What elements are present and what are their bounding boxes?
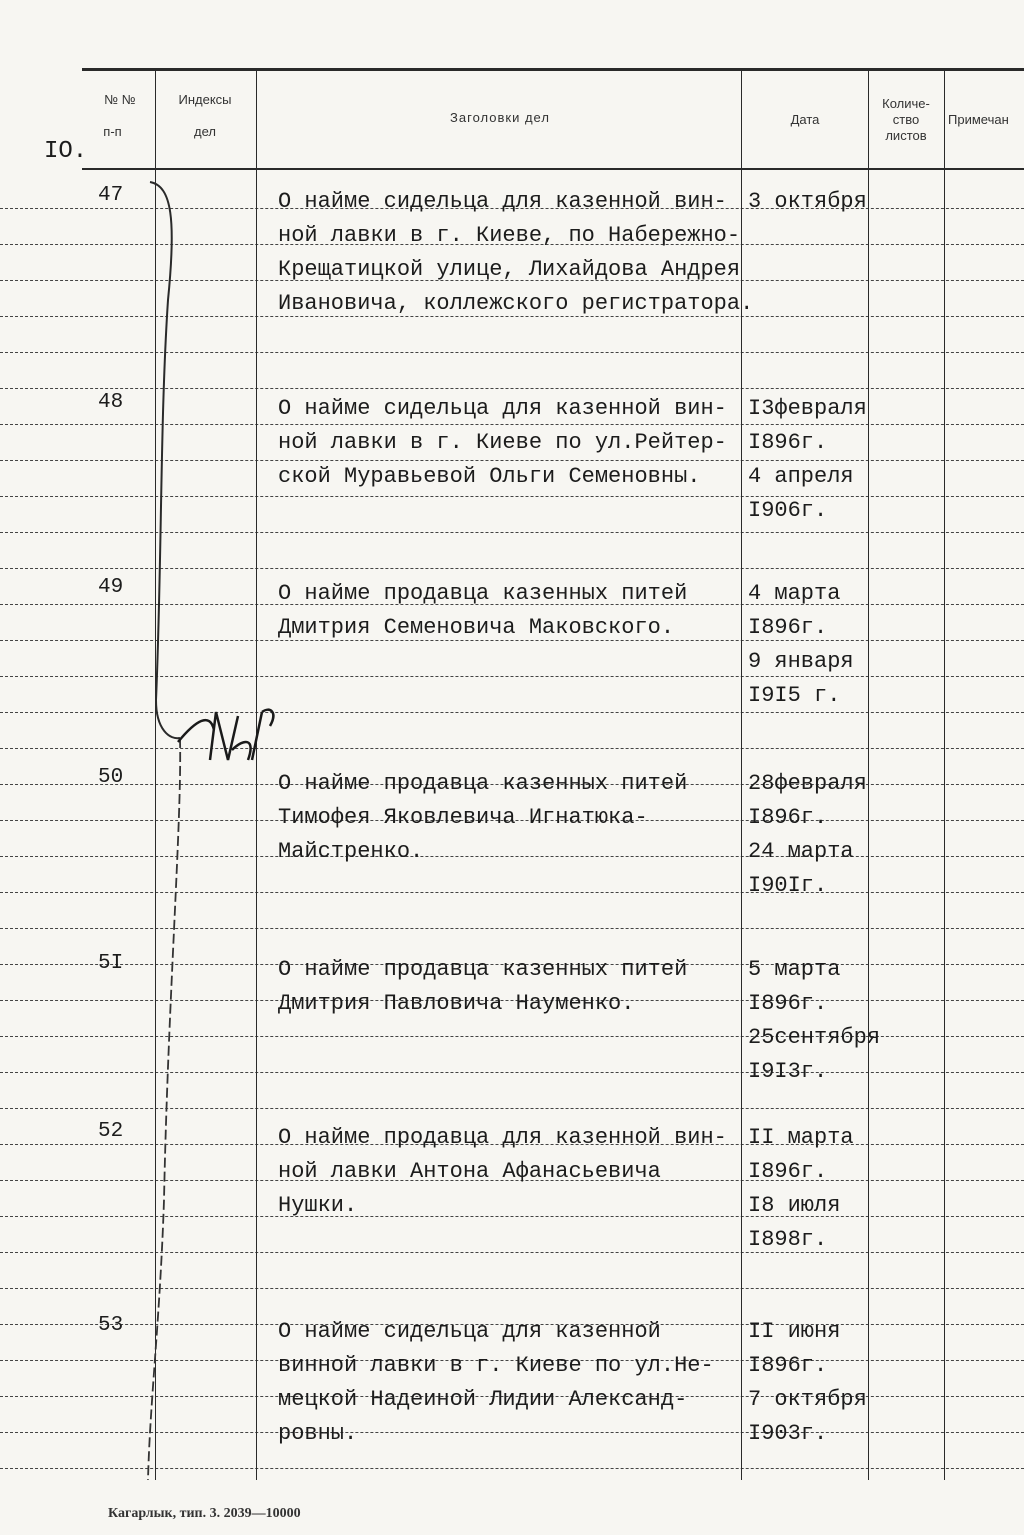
entry-date-line: 4 апреля (748, 464, 854, 489)
entry-date-line: I896г. (748, 615, 828, 640)
sheet-number: IO. (44, 138, 88, 165)
entry-title-line: О найме сидельца для казенной вин- (278, 396, 727, 421)
entry-title-line: Ивановича, коллежского регистратора. (278, 291, 754, 316)
entry-title-line: О найме сидельца для казенной (278, 1319, 661, 1344)
entry-title-line: О найме продавца казенных питей (278, 957, 688, 982)
entry-date-line: 25сентября (748, 1025, 881, 1050)
header-date: Дата (790, 112, 820, 127)
entry-number: 53 (98, 1314, 124, 1337)
entry-number: 49 (98, 576, 124, 599)
entry-title-line: ровны. (278, 1421, 358, 1446)
entry-date-line: 7 октября (748, 1387, 867, 1412)
entry-title-line: Нушки. (278, 1193, 358, 1218)
entry-date-line: 24 марта (748, 839, 854, 864)
entry-title-line: ской Муравьевой Ольги Семеновны. (278, 464, 701, 489)
entry-title-line: мецкой Надеиной Лидии Александ- (278, 1387, 688, 1412)
entry-date-line: I9I3г. (748, 1059, 828, 1084)
entry-number: 47 (98, 184, 124, 207)
entry-title-line: О найме продавца для казенной вин- (278, 1125, 727, 1150)
entry-date-line: I898г. (748, 1227, 828, 1252)
entry-title-line: ной лавки Антона Афанасьевича (278, 1159, 661, 1184)
header-index-top: Индексы (178, 92, 232, 107)
entry-title-line: О найме продавца казенных питей (278, 581, 688, 606)
entry-title-line: Майстренко. (278, 839, 424, 864)
entry-date-line: I896г. (748, 1353, 828, 1378)
entry-date-line: 28февраля (748, 771, 867, 796)
header-sheets: Количе- ство листов (882, 96, 930, 143)
entry-date-line: 3 октября (748, 189, 867, 214)
entry-title-line: Дмитрия Семеновича Маковского. (278, 615, 675, 640)
entry-date-line: II июня (748, 1319, 841, 1344)
bracket-stroke (150, 182, 180, 738)
entry-date-line: I90Iг. (748, 873, 828, 898)
entry-number: 52 (98, 1120, 124, 1143)
header-number-bottom: п-п (103, 124, 122, 139)
entry-title-line: Дмитрия Павловича Науменко. (278, 991, 635, 1016)
entry-date-line: I8 июля (748, 1193, 841, 1218)
entry-date-line: II марта (748, 1125, 854, 1150)
printer-imprint: Кагарлык, тип. 3. 2039—10000 (108, 1506, 301, 1521)
entry-date-line: I903г. (748, 1421, 828, 1446)
header-titles: Заголовки дел (450, 110, 550, 125)
entry-date-line: I896г. (748, 430, 828, 455)
entry-date-line: I9I5 г. (748, 683, 841, 708)
entry-date-line: I896г. (748, 1159, 828, 1184)
entry-date-line: 9 января (748, 649, 854, 674)
entry-title-line: Тимофея Яковлевича Игнатюка- (278, 805, 648, 830)
entry-number: 5I (98, 952, 124, 975)
header-index-bottom: дел (194, 124, 216, 139)
entry-date-line: 4 марта (748, 581, 841, 606)
entry-number: 48 (98, 391, 124, 414)
entry-title-line: винной лавки в г. Киеве по ул.Не- (278, 1353, 714, 1378)
entry-title-line: О найме продавца казенных питей (278, 771, 688, 796)
entry-date-line: I896г. (748, 991, 828, 1016)
entry-title-line: Крещатицкой улице, Лихайдова Андрея (278, 257, 741, 282)
entry-date-line: 5 марта (748, 957, 841, 982)
header-notes: Примечан (948, 112, 1009, 127)
entry-date-line: I906г. (748, 498, 828, 523)
entry-title-line: ной лавки в г. Киеве, по Набережно- (278, 223, 741, 248)
entry-title-line: О найме сидельца для казенной вин- (278, 189, 727, 214)
entry-number: 50 (98, 766, 124, 789)
bracket-tail (148, 738, 180, 1480)
entry-date-line: I3февраля (748, 396, 867, 421)
header-number-top: № № (104, 92, 136, 107)
entry-date-line: I896г. (748, 805, 828, 830)
entry-title-line: ной лавки в г. Киеве по ул.Рейтер- (278, 430, 727, 455)
signature-mark (178, 710, 273, 760)
